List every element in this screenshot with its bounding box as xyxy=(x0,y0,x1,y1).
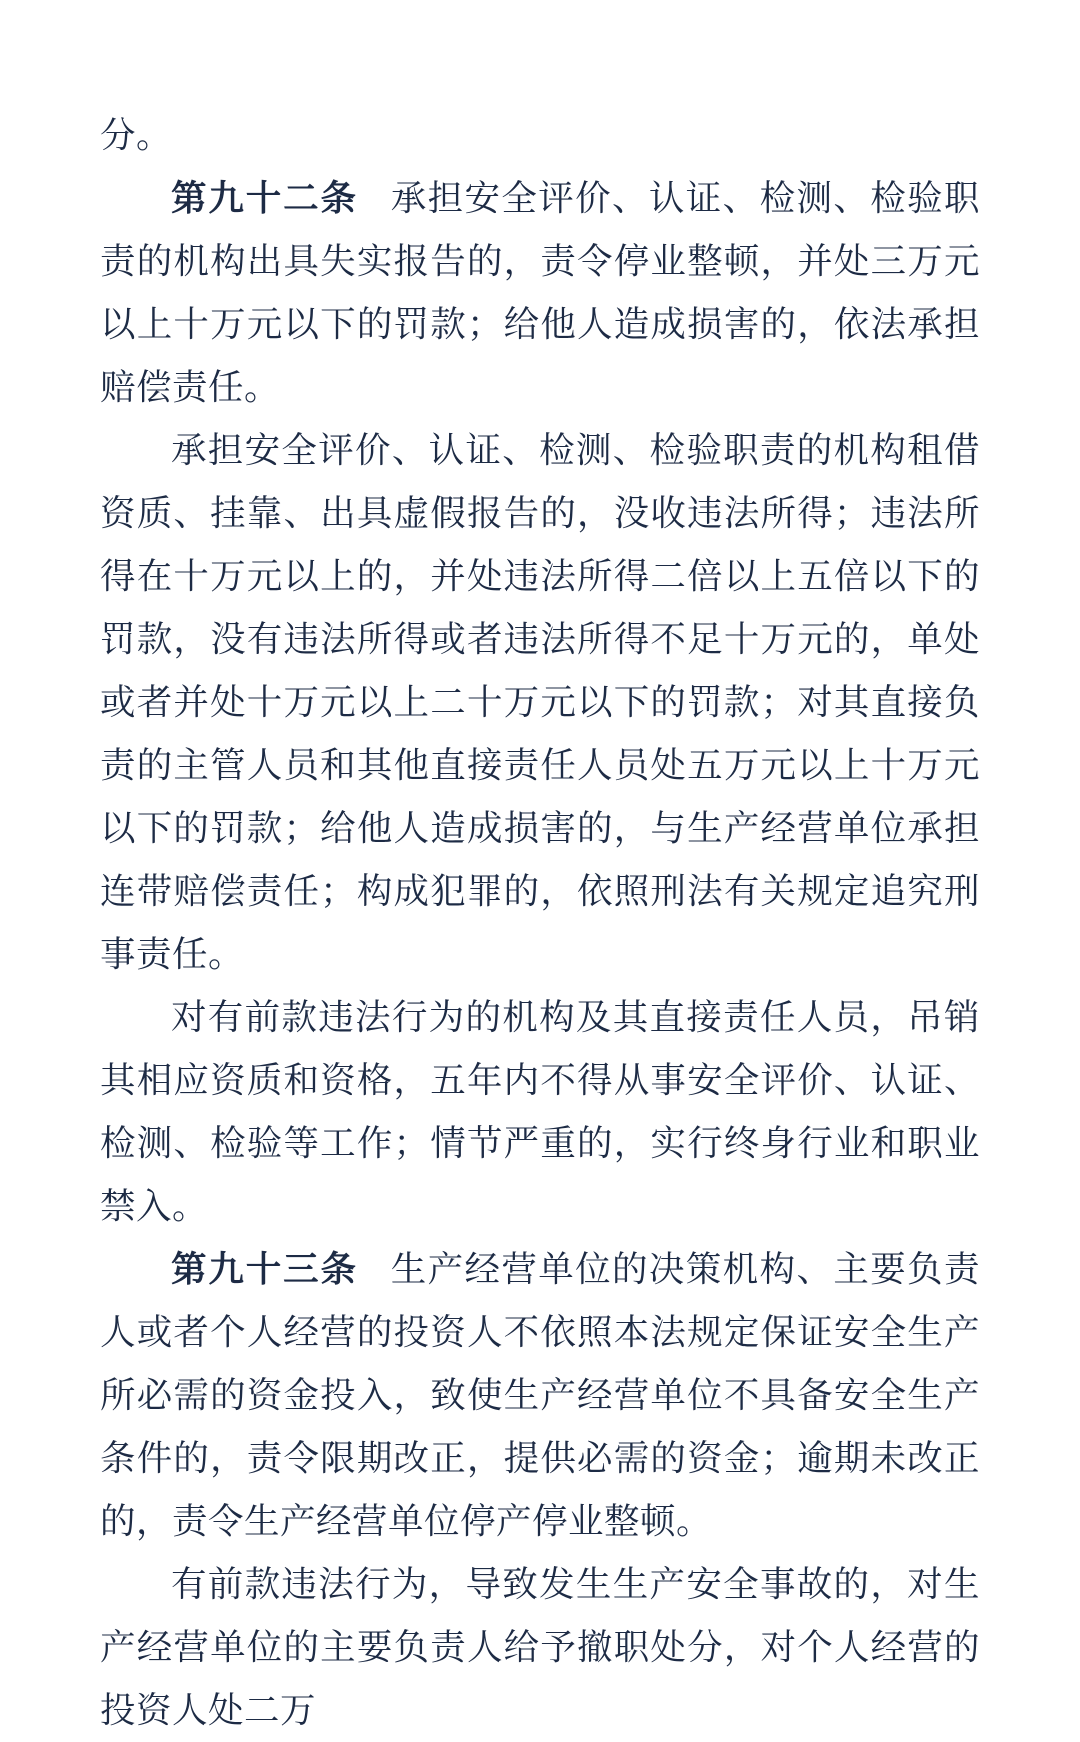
paragraph-article-93-second xyxy=(100,1553,980,1742)
paragraph-carryover xyxy=(100,104,980,167)
paragraph-text: 有前款违法行为，导致发生生产安全事故的，对生产经营单位的主要负责人给予撤职处分，对个人经营的投资人处二万 xyxy=(100,1564,980,1731)
paragraph-article-92-second xyxy=(100,419,980,986)
paragraph-article-92-opening xyxy=(100,167,980,419)
article-number-label: 第九十二条 xyxy=(171,178,358,219)
paragraph-text: 生产经营单位的决策机构、主要负责人或者个人经营的投资人不依照本法规定保证安全生产所必需的资金投入，致使生产经营单位不具备安全生产条件的，责令限期改正，提供必需的资金；逾期未改正的，责令生产经营单位停产停业整顿。 xyxy=(100,1249,980,1542)
document-text-body xyxy=(100,104,980,1742)
paragraph-article-93-opening xyxy=(100,1238,980,1553)
paragraph-text: 对有前款违法行为的机构及其直接责任人员，吊销其相应资质和资格，五年内不得从事安全评价、认证、检测、检验等工作；情节严重的，实行终身行业和职业禁入。 xyxy=(100,997,980,1227)
paragraph-article-92-third xyxy=(100,986,980,1238)
paragraph-text: 承担安全评价、认证、检测、检验职责的机构租借资质、挂靠、出具虚假报告的，没收违法所得；违法所得在十万元以上的，并处违法所得二倍以上五倍以下的罚款，没有违法所得或者违法所得不足十万元的，单处或者并处十万元以上二十万元以下的罚款；对其直接负责的主管人员和其他直接责任人员处五万元以上十万元以下的罚款；给他人造成损害的，与生产经营单位承担连带赔偿责任；构成犯罪的，依照刑法有关规定追究刑事责任。 xyxy=(100,430,980,975)
paragraph-text: 承担安全评价、认证、检测、检验职责的机构出具失实报告的，责令停业整顿，并处三万元以上十万元以下的罚款；给他人造成损害的，依法承担赔偿责任。 xyxy=(100,178,980,408)
article-number-label: 第九十三条 xyxy=(171,1249,358,1290)
paragraph-text: 分。 xyxy=(100,115,173,156)
